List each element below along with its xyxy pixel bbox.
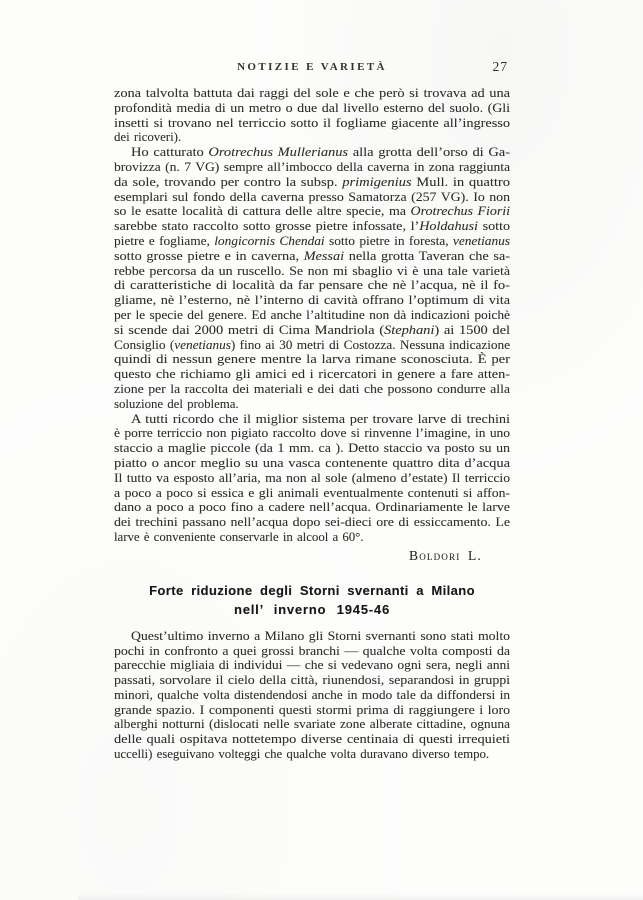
text-line-content: profondità media di un metro o due dal livello esterno del suolo. (Gli [114,100,510,115]
text-line-content: soluzione del problema. [114,396,239,411]
text-line-content: questo che richiamo gli amici ed i ricercatori in genere a fare atten- [114,367,510,382]
text-line-content: dei ricoveri). [114,130,182,145]
text-line [114,234,510,249]
text-line [114,629,510,644]
text-line-content: a poco a poco si essica e gli animali eventualmente contenuti si affon- [114,485,510,500]
text-line-content: Ho catturato Orotrechus Mullerianus alla grotta dell’orso di Ga- [131,145,510,160]
text-line [114,367,510,382]
text-line [114,644,510,659]
text-line [114,426,510,441]
text-line-content: passati, sorvolare il cielo della città, riunendosi, separandosi in gruppi [114,673,510,688]
text-line [114,278,510,293]
text-line [114,293,510,308]
article-body [114,86,510,762]
text-line [114,219,510,234]
text-line [114,397,510,412]
text-line-content: si scende dai 2000 metri di Cima Mandriola (Stephani) ai 1500 del [114,322,510,337]
text-line [114,101,510,116]
scan-edge-shadow [78,893,643,900]
text-line [114,308,510,323]
text-line-content: Consiglio (venetianus) fino ai 30 metri di Costozza. Nessuna indicazione [114,337,510,352]
text-line [114,500,510,515]
text-line [114,175,510,190]
text-line-content: esemplari sul fondo della caverna presso Samatorza (257 VG). Io non [114,189,510,204]
text-line [114,703,510,718]
text-line [114,412,510,427]
section-heading [114,581,510,620]
text-line [114,116,510,131]
text-line-content: rebbe percorsa da un ruscello. Se non mi sbaglio vi è una tale varietà [114,263,510,278]
heading-line: nell’ inverno 1945-46 [234,602,390,618]
text-line-content: Il tutto va esposto all’aria, ma non al sole (almeno d’estate) Il terriccio [114,470,510,485]
text-line [114,145,510,160]
text-line [114,530,510,545]
text-line-content: A tutti ricordo che il miglior sistema per trovare larve di trechini [131,411,510,426]
text-line-content: pochi in confronto a quei grossi branchi — qualche volta composti da [114,643,511,658]
text-line-content: alberghi notturni (dislocati nelle svariate zone alberate cittadine, ognuna [114,717,510,732]
text-line [114,352,510,367]
running-title: NOTIZIE E VARIETÀ [237,61,387,73]
paragraph [114,412,510,545]
text-line [114,486,510,501]
text-line-content: zione per la raccolta dei materiali e dei dati che possono condurre alla [114,381,510,396]
text-line-content: insetti si trovano nel terriccio sotto il fogliame giacente all’ingresso [114,115,510,130]
text-line [114,717,510,732]
paragraph [114,629,510,762]
text-line-content: pietre e fogliame, longicornis Chendai sotto pietre in foresta, venetianus [114,233,510,248]
text-line [114,732,510,747]
text-line-content: da sole, trovando per contro la subsp. primigenius Mull. in quattro [114,174,510,189]
paragraph [114,86,510,145]
text-line-content: sarebbe stato raccolto sotto grosse pietre infossate, l’Holdahusi sotto [114,219,511,234]
text-line-content: so le esatte località di cattura delle altre specie, ma Orotrechus Fiorii [114,204,510,219]
text-line-content: dano a poco a poco fino a cadere nell’acqua. Ordinariamente le larve [114,500,510,515]
text-line-content: gliame, nè l’esterno, nè l’interno di cavità offrano l’optimum di vita [114,293,511,308]
text-line [114,190,510,205]
text-line-content: Quest’ultimo inverno a Milano gli Storni svernanti sono stati molto [131,628,511,643]
text-line-content: brovizza (n. 7 VG) sempre all’imbocco della caverna in zona raggiunta [114,159,510,174]
text-line [114,747,510,762]
text-line [114,86,510,101]
text-line-content: sotto grosse pietre e in caverna, Messai nella grotta Taveran che sa- [114,248,510,263]
text-line [114,160,510,175]
text-line [114,658,510,673]
text-line-content: staccio a maglie piccole (da 1 mm. ca ). Detto staccio va posto su un [114,441,510,456]
text-line [114,515,510,530]
text-line-content: dei trechini passano nell’acqua dopo sei-dieci ore di essiccamento. Le [114,515,510,530]
text-line [114,249,510,264]
text-line [114,471,510,486]
text-line-content: zona talvolta battuta dai raggi del sole e che però si trovava ad una [114,86,511,100]
text-line-content: larve è conveniente conservarle in alcool a 60°. [114,529,364,544]
heading-line: Forte riduzione degli Storni svernanti a Milano [149,582,475,598]
text-line-content: grande spazio. I componenti questi stormi prima di raggiungere i loro [114,702,510,717]
paragraph [114,145,510,411]
text-line [114,673,510,688]
text-line [114,264,510,279]
running-header [114,61,510,77]
text-line [114,441,510,456]
text-line-content: uccelli) eseguivano volteggi che qualche volta duravano diverso tempo. [114,747,490,762]
text-line-content: quindi di nessun genere mentre la larva rimane sconosciuta. È per [114,352,510,367]
page-number: 27 [492,59,508,74]
author-signature: Boldori L. [409,547,482,563]
text-line [114,382,510,397]
text-line-content: è porre terriccio non pigiato raccolto dove si rinvenne l’imagine, in uno [114,426,510,441]
text-line [114,338,510,353]
text-line [114,204,510,219]
text-line-content: parecchie migliaia di individui — che si vedevano ogni sera, negli anni [114,658,511,673]
text-line-content: per le specie del genere. Ed anche l’altitudine non dà indicazioni poichè [114,307,510,322]
text-line [114,688,510,703]
text-line [114,323,510,338]
text-line-content: delle quali ospitava nottetempo diverse centinaia di questi irrequieti [114,732,510,747]
text-line [114,456,510,471]
text-line-content: di caratteristiche di località da far pensare che nè l’acqua, nè il fo- [114,278,510,293]
text-line-content: minori, qualche volta distendendosi anche in modo tale da diffondersi in [114,687,511,702]
text-line [114,130,510,145]
text-line-content: piatto o ancor meglio su una vasca contenente quattro dita d’acqua [114,455,510,470]
